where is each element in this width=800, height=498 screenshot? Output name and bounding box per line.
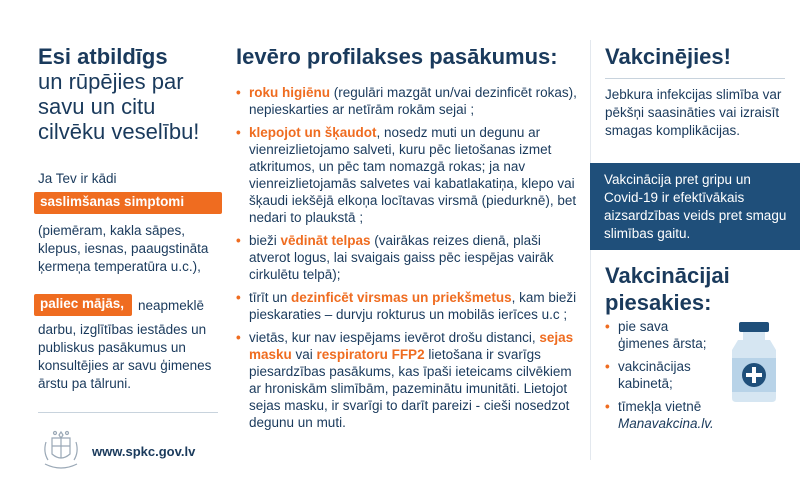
hl-ventilate: vēdināt telpas — [280, 233, 371, 248]
hl-respirator: respiratoru FFP2 — [316, 347, 425, 362]
latvia-coat-of-arms-icon — [40, 428, 82, 472]
prevention-item-hands — [236, 84, 580, 118]
right-divider — [605, 78, 785, 79]
left-heading-rest: un rūpējies par savu un citu cilvēku veselību! — [38, 69, 200, 144]
symptoms-examples: (piemēram, kakla sāpes, klepus, iesnas, paaugstināta ķermeņa temperatūra u.c.), — [38, 223, 209, 274]
website-link[interactable]: www.spkc.gov.lv — [92, 444, 196, 459]
pre-disinfect: tīrīt un — [249, 290, 292, 305]
text-cough: , nosedz muti un degunu ar vienreizlietojamo salveti, kuru pēc lietošanas izmet atkritumos, un pēc tam nomazgā rokas; ja nav vienreizlietojamās salvetes vai kabatlakatiņa, klepo vai šķaudi iekšējā elkoņa locītavas virsmā (piedurknē), bet nedari to plaukstā ; — [249, 125, 577, 225]
text-hands: (regulāri mazgāt un/vai dezinficēt rokas), nepieskarties ar netīrām rokām sejai ; — [249, 85, 577, 117]
middle-heading: Ievēro profilakses pasākumus: — [236, 44, 558, 69]
vaccination-info-box — [590, 163, 800, 250]
text-disinfect: , kam bieži pieskaraties – durvju rokturus un mobilās ierīces u.c ; — [249, 290, 577, 322]
register-cabinet-text: vakcinācijas kabinetā; — [618, 359, 691, 391]
hl-mask: sejas masku — [249, 330, 574, 362]
register-website-text: tīmekļa vietnē — [618, 399, 702, 414]
register-list — [605, 318, 723, 432]
prevention-item-mask — [236, 329, 580, 431]
after-tag-text: neapmeklē — [138, 298, 205, 313]
prevention-item-cough — [236, 124, 580, 226]
text-mask: lietošana ir svarīgs piesardzības pasākums, kas īpaši ieteicams cilvēkiem ar hroniskām slimībām, pazeminātu imunitāti. Lietojot sejas masku, ir svarīgi to darīt pareizi - cieši nosedzot degunu un muti. — [249, 347, 572, 430]
prevention-item-disinfect — [236, 289, 580, 323]
register-doctor-text: pie sava ģimenes ārsta; — [618, 319, 707, 351]
text-ventilate: (vairākas reizes dienā, plaši atverot logus, lai svaigais gaiss pēc iespējas vairāk cirkulētu telpā); — [249, 233, 554, 282]
vaccination-info-text: Vakcinācija pret gripu un Covid-19 ir efektīvākais aizsardzības veids pret smagu slimības gaitu. — [604, 172, 787, 241]
left-heading-bold: Esi atbildīgs — [38, 44, 168, 69]
hl-hands: roku higiēnu — [249, 85, 330, 100]
register-item-cabinet — [605, 358, 723, 392]
left-heading — [38, 44, 218, 144]
advice-text: darbu, izglītības iestādes un publiskus pasākumus un konsultējies ar savu ģimenes ārstu pa tālruni. — [38, 322, 212, 391]
stay-home-tag-label: paliec mājās, — [40, 296, 125, 311]
hl-disinfect: dezinficēt virsmas un priekšmetus — [291, 290, 512, 305]
column-divider — [590, 40, 591, 460]
register-item-website — [605, 398, 723, 432]
symptoms-tag-label: saslimšanas simptomi — [40, 194, 185, 209]
symptoms-tag — [34, 192, 222, 214]
mid-mask: vai — [291, 347, 317, 362]
register-heading: Vakcinācijai piesakies: — [605, 263, 730, 315]
hl-cough: klepojot un šķaudot — [249, 125, 377, 140]
prevention-list — [236, 84, 580, 431]
pre-mask: vietās, kur nav iespējams ievērot drošu distanci, — [249, 330, 540, 345]
intro-text: Ja Tev ir kādi — [38, 171, 117, 186]
register-item-doctor — [605, 318, 723, 352]
stay-home-tag — [34, 294, 132, 316]
vaccinate-text: Jebkura infekcijas slimība var pēkšņi saasināties vai izraisīt smagas komplikācijas. — [605, 87, 782, 138]
left-divider — [38, 412, 218, 413]
pre-ventilate: bieži — [249, 233, 281, 248]
manavakcina-link[interactable]: Manavakcina.lv. — [618, 416, 714, 431]
vaccinate-heading: Vakcinējies! — [605, 44, 731, 69]
prevention-item-ventilate — [236, 232, 580, 283]
vaccine-vial-icon — [728, 322, 780, 402]
